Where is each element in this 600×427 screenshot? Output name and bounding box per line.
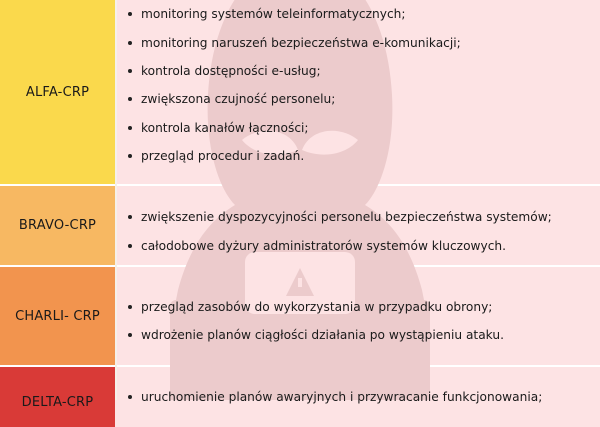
level-label-delta [0,367,115,427]
list-item: monitoring naruszeń bezpieczeństwa e-komunikacji; [128,35,461,51]
bullet-dot-icon [128,215,132,219]
bullet-dot-icon [128,97,132,101]
list-item: całodobowe dyżury administratorów systemów kluczowych. [128,238,506,254]
list-item: kontrola kanałów łączności; [128,120,309,136]
bullet-dot-icon [128,395,132,399]
bullet-dot-icon [128,126,132,130]
level-label-text: DELTA-CRP [21,395,94,410]
list-item: przegląd procedur i zadań. [128,148,304,164]
bullet-dot-icon [128,41,132,45]
bullet-dot-icon [128,69,132,73]
bullet-dot-icon [128,333,132,337]
column-separator [115,0,117,400]
list-item: zwiększenie dyspozycyjności personelu bezpieczeństwa systemów; [128,209,552,225]
list-item: wdrożenie planów ciągłości działania po wystąpieniu ataku. [128,327,504,343]
list-item: zwiększona czujność personelu; [128,91,335,107]
list-item: kontrola dostępności e-usług; [128,63,321,79]
bullet-dot-icon [128,12,132,16]
bullet-dot-icon [128,154,132,158]
list-item: monitoring systemów teleinformatycznych; [128,6,405,22]
level-label-text: ALFA-CRP [25,84,90,100]
level-label-bravo [0,186,115,265]
level-label-text: BRAVO-CRP [18,218,97,233]
level-label-alfa [0,0,115,184]
list-item: uruchomienie planów awaryjnych i przywracanie funkcjonowania; [128,389,542,405]
bullet-dot-icon [128,305,132,309]
bullet-dot-icon [128,244,132,248]
level-label-text: CHARLI- CRP [15,308,100,324]
level-label-charli [0,267,115,365]
list-item: przegląd zasobów do wykorzystania w przypadku obrony; [128,299,492,315]
